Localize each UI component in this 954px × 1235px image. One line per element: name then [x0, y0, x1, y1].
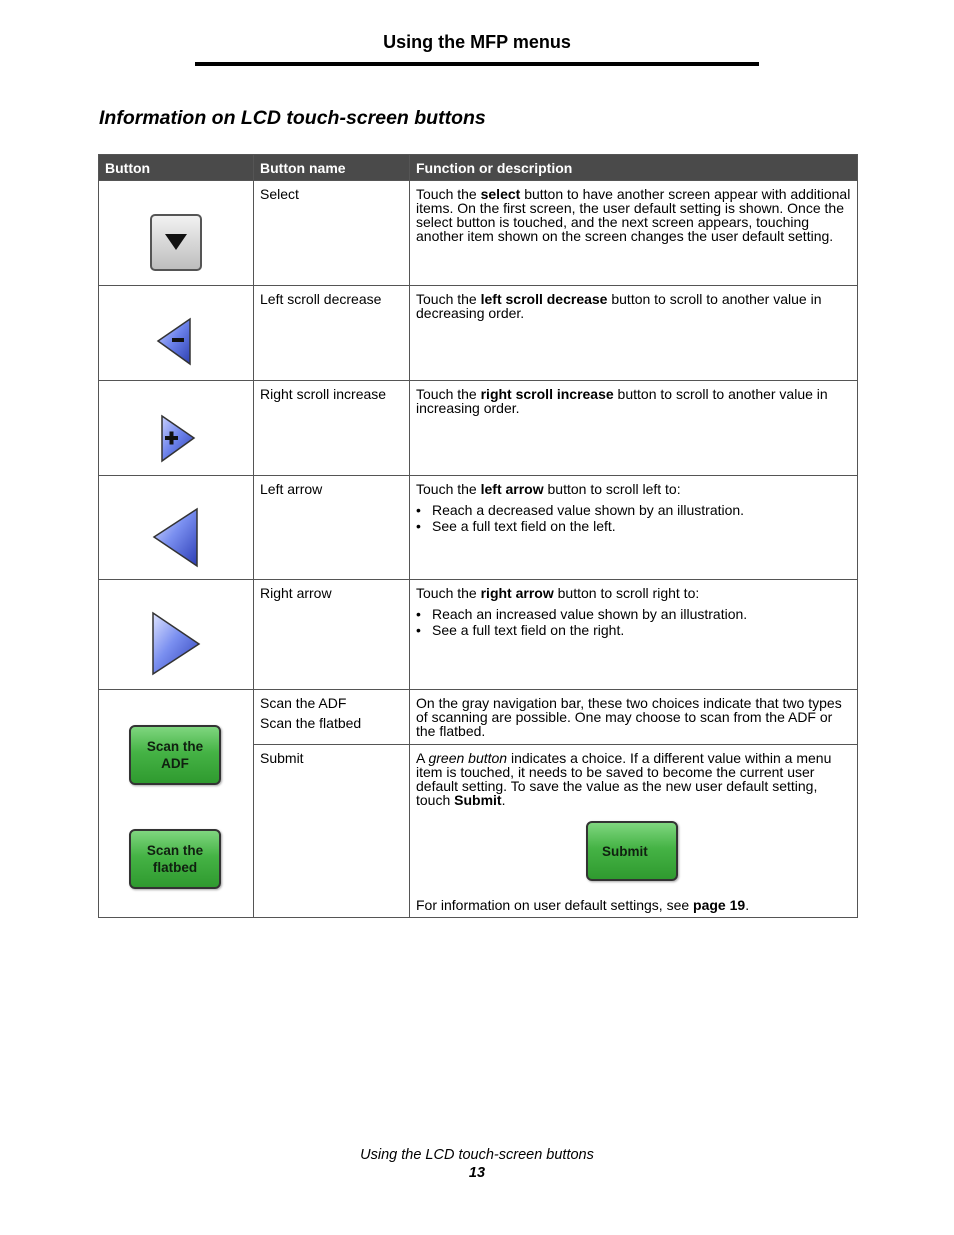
scan-flatbed-button[interactable]: Scan the flatbed: [129, 829, 221, 889]
button-cell: [99, 286, 254, 381]
button-name-cell: Right scroll increase: [254, 381, 410, 476]
description-cell: Touch the left scroll decrease button to scroll to another value in decreasing order.: [410, 286, 858, 381]
left-arrow-icon: [151, 507, 201, 569]
section-title: Information on LCD touch-screen buttons: [99, 107, 486, 129]
bullet-list: [416, 502, 851, 534]
table-row: [99, 476, 858, 580]
button-name-cell: Left arrow: [254, 476, 410, 580]
table-row: [99, 381, 858, 476]
button-name-cell: Select: [254, 181, 410, 286]
button-cell: [99, 690, 254, 918]
list-item: • See a full text field on the left.: [416, 518, 851, 534]
description-cell: A green button indicates a choice. If a different value within a menu item is touched, it needs to be saved to become the current user default setting. To save the value as the new user default setting, touch Submit. Submit For information on user default settings, see page 19.: [410, 745, 858, 918]
select-down-triangle-icon: [149, 213, 203, 273]
table-row: [99, 181, 858, 286]
header-rule: [195, 62, 759, 66]
table-row: [99, 286, 858, 381]
page-reference-link[interactable]: page 19: [693, 897, 746, 913]
left-scroll-decrease-icon: [154, 317, 198, 367]
list-item: • Reach an increased value shown by an illustration.: [416, 606, 851, 622]
button-name-cell: Submit: [254, 745, 410, 918]
page-number: 13: [468, 1165, 486, 1181]
button-name-cell: Left scroll decrease: [254, 286, 410, 381]
submit-button[interactable]: Submit: [586, 821, 678, 881]
column-header-function: Function or description: [410, 155, 858, 181]
table-header-row: [99, 155, 858, 181]
button-name-cell: [254, 690, 410, 745]
info-line: For information on user default settings, see page 19.: [416, 897, 750, 913]
list-item: • Reach a decreased value shown by an illustration.: [416, 502, 851, 518]
button-name-cell: Right arrow: [254, 580, 410, 690]
button-cell: [99, 181, 254, 286]
buttons-table: [98, 154, 858, 918]
scan-adf-button[interactable]: Scan the ADF: [129, 725, 221, 785]
column-header-button-name: Button name: [254, 155, 410, 181]
description-cell: Touch the right scroll increase button to scroll to another value in increasing order.: [410, 381, 858, 476]
right-arrow-icon: [149, 611, 203, 677]
bullet-list: [416, 606, 851, 638]
button-cell: [99, 476, 254, 580]
button-cell: [99, 381, 254, 476]
scan-adf-name: Scan the ADF: [260, 695, 347, 711]
description-cell: Touch the right arrow button to scroll right to: • Reach an increased value shown by an illustration. • See a full text field on the right.: [410, 580, 858, 690]
right-scroll-increase-icon: [154, 414, 198, 464]
description-cell: On the gray navigation bar, these two choices indicate that two types of scanning are possible. One may choose to scan from the ADF or the flatbed.: [410, 690, 858, 745]
footer-title: Using the LCD touch-screen buttons: [360, 1147, 594, 1163]
table-row: [99, 690, 858, 745]
table-row: [99, 580, 858, 690]
button-cell: [99, 580, 254, 690]
column-header-button: Button: [99, 155, 254, 181]
description-cell: Touch the left arrow button to scroll left to: • Reach a decreased value shown by an illustration. • See a full text field on the left.: [410, 476, 858, 580]
description-cell: Touch the select button to have another screen appear with additional items. On the first screen, the user default setting is shown. Once the select button is touched, and the next screen appears, touching another item shown on the screen changes the user default setting.: [410, 181, 858, 286]
scan-flatbed-name: Scan the flatbed: [260, 715, 362, 731]
list-item: • See a full text field on the right.: [416, 622, 851, 638]
page-header-title: Using the MFP menus: [383, 32, 571, 52]
